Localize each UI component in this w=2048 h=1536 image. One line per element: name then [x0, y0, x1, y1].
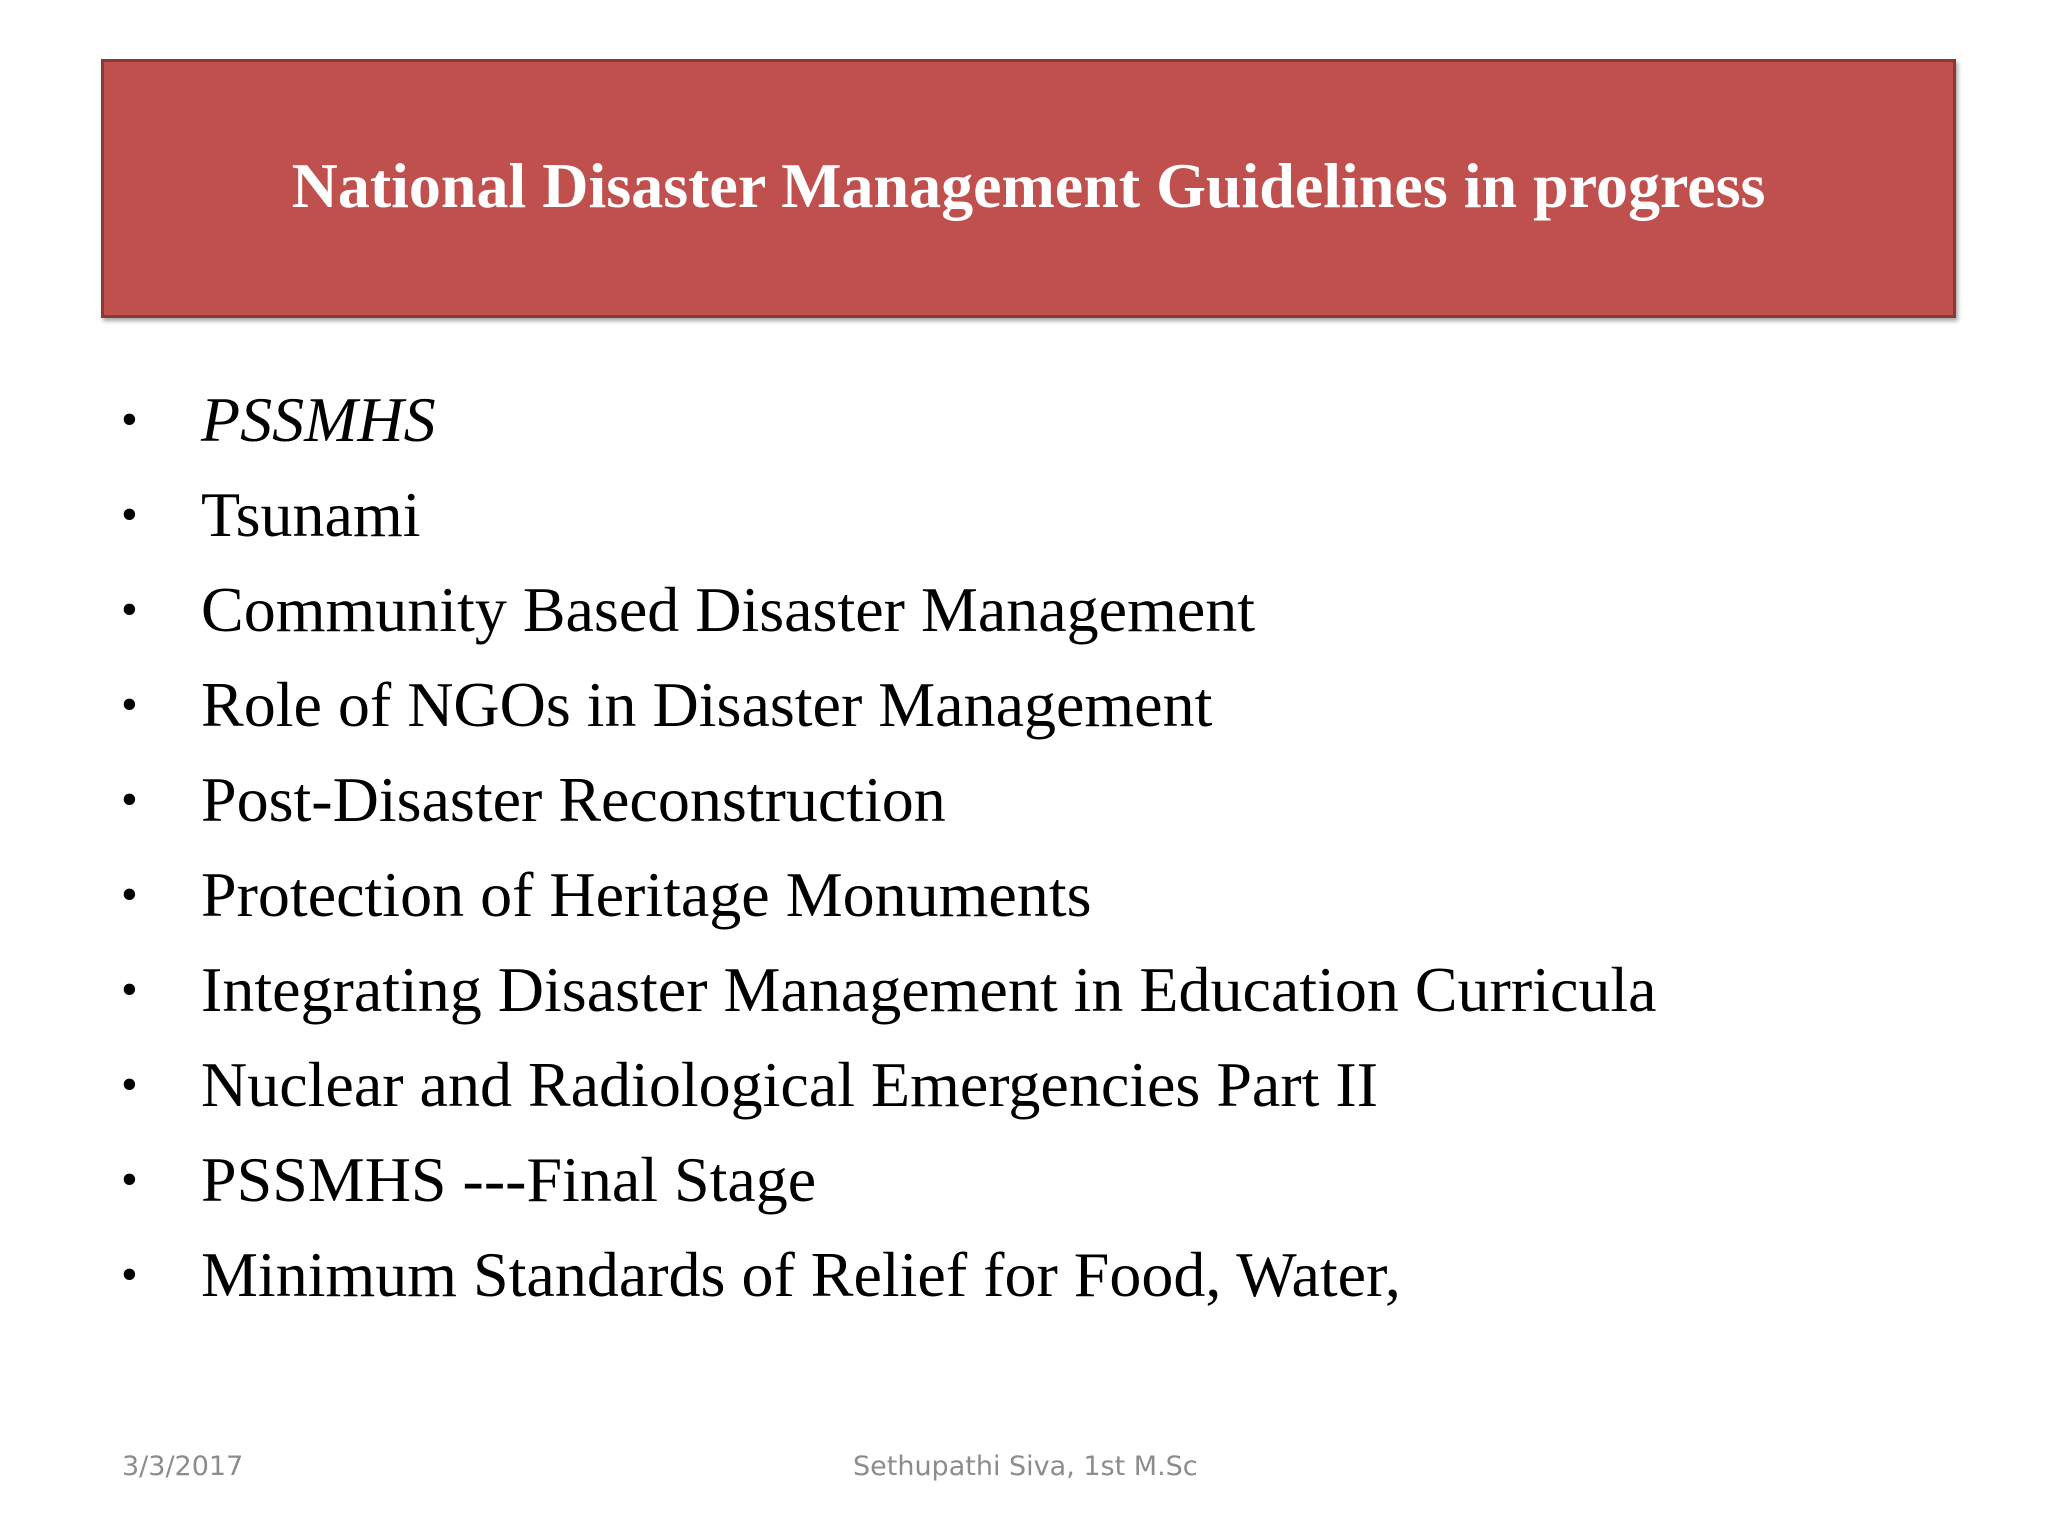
bullet-icon: •	[121, 487, 138, 541]
bullet-text: PSSMHS	[201, 383, 436, 455]
bullet-item	[121, 1037, 1657, 1132]
bullet-icon: •	[121, 772, 138, 826]
bullet-icon: •	[121, 1247, 138, 1301]
bullet-text: Tsunami	[201, 478, 421, 550]
bullet-list	[121, 372, 1657, 1322]
bullet-item	[121, 1227, 1657, 1322]
bullet-item	[121, 847, 1657, 942]
slide-title: National Disaster Management Guidelines in progress	[291, 150, 1766, 221]
bullet-icon: •	[121, 867, 138, 921]
bullet-item	[121, 942, 1657, 1037]
bullet-icon: •	[121, 962, 138, 1016]
bullet-text: Integrating Disaster Management in Education Curricula	[201, 953, 1657, 1025]
bullet-text: Minimum Standards of Relief for Food, Water,	[201, 1238, 1401, 1310]
bullet-item	[121, 752, 1657, 847]
bullet-item	[121, 372, 1657, 467]
footer-date: 3/3/2017	[122, 1451, 244, 1482]
bullet-icon: •	[121, 1057, 138, 1111]
bullet-icon: •	[121, 1152, 138, 1206]
bullet-text: Role of NGOs in Disaster Management	[201, 668, 1213, 740]
bullet-text: Protection of Heritage Monuments	[201, 858, 1092, 930]
bullet-item	[121, 657, 1657, 752]
bullet-text: Community Based Disaster Management	[201, 573, 1256, 645]
bullet-item	[121, 467, 1657, 562]
bullet-text: PSSMHS ---Final Stage	[201, 1143, 817, 1215]
footer-author: Sethupathi Siva, 1st M.Sc	[853, 1451, 1198, 1482]
bullet-icon: •	[121, 392, 138, 446]
bullet-item	[121, 562, 1657, 657]
bullet-text: Nuclear and Radiological Emergencies Part II	[201, 1048, 1379, 1120]
bullet-icon: •	[121, 582, 138, 636]
bullet-icon: •	[121, 677, 138, 731]
title-banner	[101, 59, 1956, 318]
bullet-text: Post-Disaster Reconstruction	[201, 763, 946, 835]
bullet-item	[121, 1132, 1657, 1227]
